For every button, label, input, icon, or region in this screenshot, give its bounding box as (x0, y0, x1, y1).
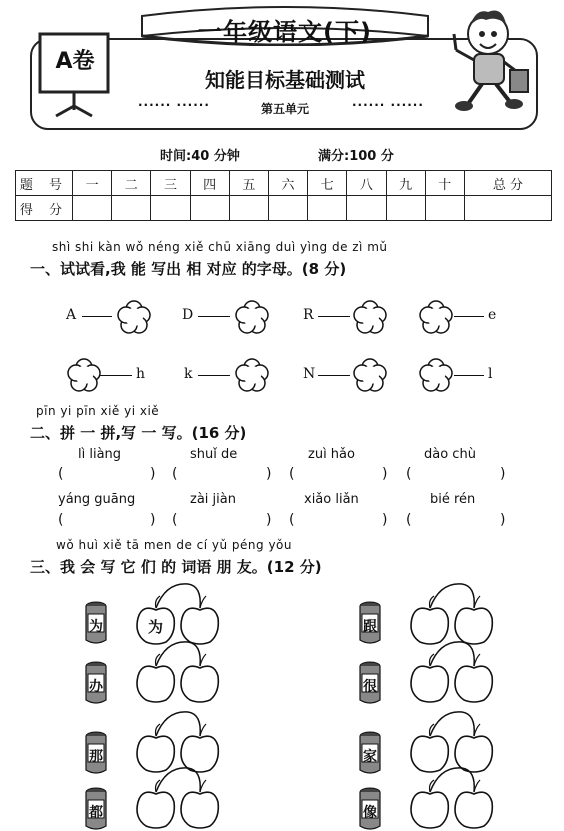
apple-answer-slot[interactable] (458, 734, 496, 768)
answer-paren-close: ) (266, 466, 272, 482)
flower-answer-box[interactable] (118, 301, 150, 333)
answer-paren-open: ( (406, 512, 412, 528)
letter-k: k (184, 366, 193, 382)
letter-h: h (136, 366, 146, 382)
section1-heading: 一、试试看,我 能 写出 相 对应 的字母。(8 分) (30, 260, 347, 278)
apple-answer-slot[interactable] (458, 790, 496, 824)
answer-paren-close: ) (266, 512, 272, 528)
score-entry-cell[interactable] (112, 196, 151, 221)
apple-answer-slot[interactable] (414, 606, 452, 640)
pinyin-word: bié rén (430, 492, 476, 507)
boy-illustration (436, 4, 532, 116)
apple-answer-slot[interactable] (458, 606, 496, 640)
cup-char: 像 (363, 805, 377, 821)
pinyin-word: lì liàng (78, 447, 122, 462)
time-limit: 时间:40 分钟 (160, 149, 240, 164)
apple-answer-slot[interactable] (140, 790, 178, 824)
score-table-cell: 七 (308, 171, 347, 196)
answer-paren-close: ) (382, 512, 388, 528)
letter-D: D (182, 307, 194, 323)
apple-answer-slot[interactable] (414, 664, 452, 698)
apple-answer-slot[interactable] (414, 734, 452, 768)
apple-answer-slot[interactable] (458, 664, 496, 698)
cup-char: 家 (363, 749, 377, 765)
score-entry-cell[interactable] (190, 196, 229, 221)
score-entry-cell[interactable] (308, 196, 347, 221)
score-table-cell: 六 (268, 171, 307, 196)
letter-N: N (303, 366, 316, 382)
answer-paren-open: ( (289, 512, 295, 528)
cup-char: 跟 (363, 619, 377, 635)
answer-paren-open: ( (406, 466, 412, 482)
answer-paren-close: ) (382, 466, 388, 482)
cup-char: 很 (363, 679, 377, 695)
score-table-cell: 四 (190, 171, 229, 196)
full-score: 满分:100 分 (318, 149, 394, 164)
score-table (15, 170, 552, 221)
flower-answer-box[interactable] (420, 301, 452, 333)
cup-char: 都 (89, 805, 103, 821)
section2-pinyin: pīn yi pīn xiě yi xiě (36, 404, 160, 418)
score-table-cell: 题 号 (16, 171, 73, 196)
score-table-cell: 三 (151, 171, 190, 196)
apple-answer-slot[interactable] (184, 790, 222, 824)
apple-answer-slot[interactable] (184, 606, 222, 640)
letter-A: A (66, 307, 77, 323)
letter-l: l (488, 366, 493, 382)
score-table-cell: 九 (386, 171, 425, 196)
apple-answer-slot[interactable] (184, 664, 222, 698)
flower-answer-box[interactable] (68, 359, 100, 391)
score-entry-cell[interactable] (229, 196, 268, 221)
section2-heading: 二、拼 一 拼,写 一 写。(16 分) (30, 424, 247, 442)
pinyin-word: yáng guāng (58, 492, 136, 507)
score-table-cell: 八 (347, 171, 386, 196)
flower-answer-box[interactable] (236, 359, 268, 391)
score-entry-cell[interactable] (425, 196, 464, 221)
dots-right: ······ ······ (352, 98, 424, 112)
unit-label: 第五单元 (260, 102, 309, 116)
volume-label: A卷 (55, 49, 95, 74)
cup-char: 为 (89, 619, 103, 635)
test-subtitle: 知能目标基础测试 (205, 68, 365, 92)
answer-paren-open: ( (58, 466, 64, 482)
score-entry-cell[interactable] (386, 196, 425, 221)
dots-left: ······ ······ (138, 98, 210, 112)
flower-answer-box[interactable] (354, 301, 386, 333)
score-table-score-row (16, 196, 552, 221)
score-table-cell: 二 (112, 171, 151, 196)
answer-paren-close: ) (150, 512, 156, 528)
apple-answer-slot[interactable] (140, 734, 178, 768)
score-table-cell: 总 分 (464, 171, 551, 196)
answer-paren-close: ) (500, 512, 506, 528)
score-table-cell: 十 (425, 171, 464, 196)
pinyin-word: xiǎo liǎn (304, 492, 359, 507)
flower-answer-box[interactable] (420, 359, 452, 391)
section3-pinyin: wǒ huì xiě tā men de cí yǔ péng yǒu (56, 538, 292, 552)
answer-paren-open: ( (172, 466, 178, 482)
section3-heading: 三、我 会 写 它 们 的 词语 朋 友。(12 分) (30, 558, 322, 576)
score-table-header-row (16, 171, 552, 196)
score-entry-cell[interactable] (464, 196, 551, 221)
score-entry-cell[interactable] (268, 196, 307, 221)
score-entry-cell[interactable] (151, 196, 190, 221)
answer-paren-close: ) (500, 466, 506, 482)
pinyin-word: dào chù (424, 447, 476, 462)
flower-boxes (0, 290, 564, 400)
pinyin-word: zuì hǎo (308, 447, 355, 462)
cup-char: 那 (89, 749, 103, 765)
letter-e: e (488, 307, 497, 323)
grade-title: 一年级语文(下) (198, 18, 372, 46)
apple-answer-slot[interactable] (140, 664, 178, 698)
letter-R: R (303, 307, 314, 323)
section1-pinyin: shì shi kàn wǒ néng xiě chū xiāng duì yìng de zì mǔ (52, 240, 388, 254)
pinyin-word: zài jiàn (190, 492, 236, 507)
score-entry-cell[interactable] (347, 196, 386, 221)
flower-answer-box[interactable] (236, 301, 268, 333)
apple-answer-slot[interactable] (414, 790, 452, 824)
flower-answer-box[interactable] (354, 359, 386, 391)
answer-paren-open: ( (289, 466, 295, 482)
score-table-cell: 五 (229, 171, 268, 196)
example-apple-word: 为 (148, 618, 164, 636)
pinyin-word: shuǐ de (190, 447, 238, 462)
answer-paren-open: ( (172, 512, 178, 528)
score-row-label: 得 分 (16, 196, 73, 221)
answer-paren-open: ( (58, 512, 64, 528)
score-entry-cell[interactable] (73, 196, 112, 221)
apple-answer-slot[interactable] (184, 734, 222, 768)
cup-char: 办 (89, 679, 103, 695)
score-table-cell: 一 (73, 171, 112, 196)
answer-paren-close: ) (150, 466, 156, 482)
